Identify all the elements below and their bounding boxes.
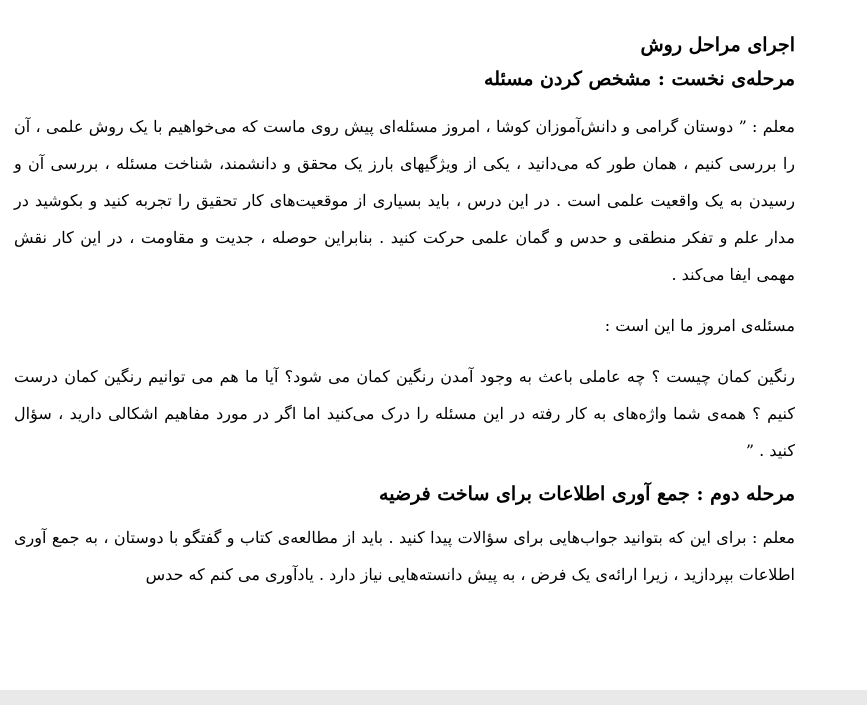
teacher-step2-paragraph: معلم : برای این که بتوانید جواب‌هایی برای سؤالات پیدا کنید . باید از مطالعه‌ی کتاب و گفتگو با دوستان ، به جمع آوری اطلاعات بپردازید ، زیرا ارائه‌ی یک فرض ، به پیش دانسته‌هایی نیاز دارد . یادآوری می کنم که حدس (14, 528, 795, 584)
section-title: اجرای مراحل روش (640, 34, 795, 56)
problem-intro: مسئله‌ی امروز ما این است : (604, 316, 795, 335)
step1-title: مرحله‌ی نخست : مشخص کردن مسئله (484, 68, 795, 90)
bottom-scroll-strip (0, 690, 867, 705)
teacher-intro-paragraph: معلم : ” دوستان گرامی و دانش‌آموزان کوشا ، امروز مسئله‌ای پیش روی ماست که می‌خواهیم با یک روش علمی ، آن را بررسی کنیم ، همان طور که می‌دانید ، یکی از ویژگیهای بارز یک محقق و دانشمند، شناخت مسئله ، بررسی آن و رسیدن به یک واقعیت علمی است . در این درس ، باید بسیاری از موقعیت‌های کار تحقیق را تجربه کنید و بکوشید در مدار علم و تفکر منطقی و حدس و گمان علمی حرکت کنید . بنابراین حوصله ، جدیت و مقاومت ، در این کار نقش مهمی ایفا می‌کند . (14, 117, 795, 284)
problem-paragraph: رنگین کمان چیست ؟ چه عاملی باعث به وجود آمدن رنگین کمان می شود؟ آیا ما هم می توانیم رنگین کمان درست کنیم ؟ همه‌ی شما واژه‌های به کار رفته در این مسئله را درک می‌کنید اما اگر در مورد مفاهیم اشکالی دارید ، سؤال کنید . ” (14, 367, 795, 460)
step2-title: مرحله دوم : جمع آوری اطلاعات برای ساخت فرضیه (379, 483, 795, 505)
